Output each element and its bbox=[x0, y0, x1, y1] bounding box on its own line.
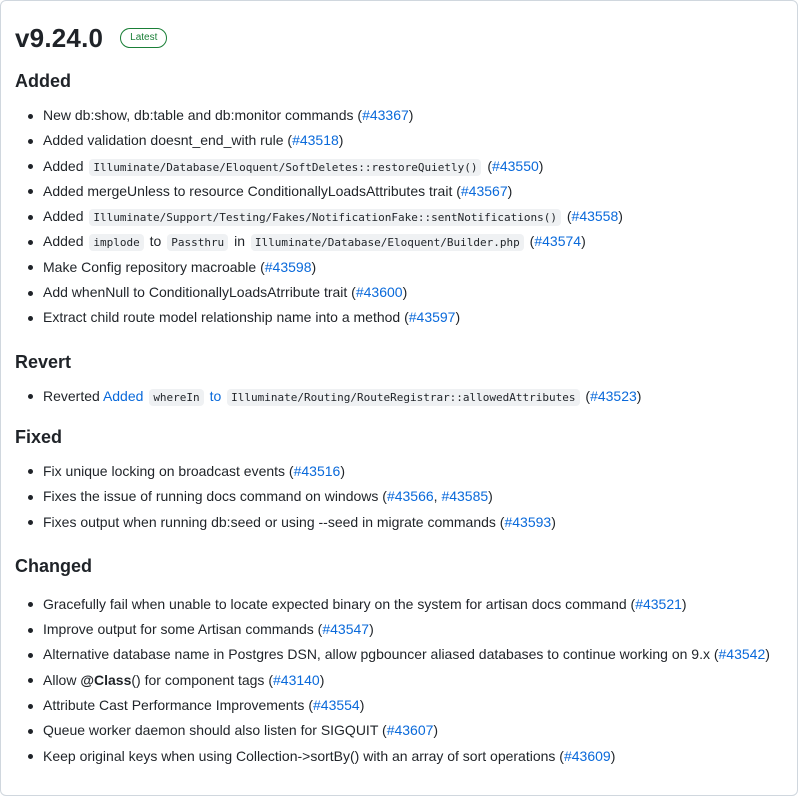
section-heading-added: Added bbox=[15, 71, 71, 91]
list-item: Added Illuminate/Database/Eloquent/SoftDeletes::restoreQuietly() (#43550) bbox=[15, 154, 785, 179]
fixed-list bbox=[15, 459, 785, 535]
list-item: Make Config repository macroable (#43598) bbox=[15, 255, 785, 280]
revert-list bbox=[15, 384, 785, 409]
pr-link[interactable]: #43518 bbox=[292, 132, 339, 149]
list-item: Added Illuminate/Support/Testing/Fakes/NotificationFake::sentNotifications() (#43558) bbox=[15, 204, 785, 229]
section-heading-changed: Changed bbox=[15, 555, 93, 576]
list-item: Added implode to Passthru in Illuminate/Database/Eloquent/Builder.php (#43574) bbox=[15, 229, 785, 254]
reverted-link[interactable]: Added bbox=[102, 387, 144, 404]
list-item: Allow @Class() for component tags (#43140) bbox=[15, 668, 785, 693]
list-item: Reverted Added whereIn to Illuminate/Routing/RouteRegistrar::allowedAttributes (#43523) bbox=[15, 384, 785, 409]
pr-link[interactable]: #43574 bbox=[534, 233, 582, 250]
list-item: Added mergeUnless to resource ConditionallyLoadsAttributes trait (#43567) bbox=[15, 179, 785, 204]
pr-link[interactable]: #43607 bbox=[386, 722, 434, 739]
release-header bbox=[15, 20, 785, 56]
release-notes bbox=[15, 20, 785, 769]
inline-code: Illuminate/Database/Eloquent/SoftDeletes::restoreQuietly() bbox=[89, 159, 481, 176]
inline-code: whereIn bbox=[149, 389, 203, 406]
list-item: Fixes the issue of running docs command on windows (#43566, #43585) bbox=[15, 484, 785, 509]
list-item: Gracefully fail when unable to locate expected binary on the system for artisan docs command (#43521) bbox=[15, 592, 785, 617]
list-item: Alternative database name in Postgres DSN, allow pgbouncer aliased databases to continue working on 9.x (#43542) bbox=[15, 642, 785, 667]
pr-link[interactable]: #43566 bbox=[386, 488, 434, 505]
pr-link[interactable]: #43521 bbox=[635, 595, 682, 612]
pr-link[interactable]: #43550 bbox=[492, 157, 539, 174]
pr-link[interactable]: #43547 bbox=[322, 621, 370, 638]
list-item: Fixes output when running db:seed or using --seed in migrate commands (#43593) bbox=[15, 510, 785, 535]
pr-link[interactable]: #43585 bbox=[441, 488, 489, 505]
changed-list bbox=[15, 592, 785, 769]
pr-link[interactable]: #43542 bbox=[718, 646, 766, 663]
list-item: Extract child route model relationship name into a method (#43597) bbox=[15, 305, 785, 330]
inline-code: Illuminate/Database/Eloquent/Builder.php bbox=[251, 234, 524, 251]
pr-link[interactable]: #43523 bbox=[590, 387, 637, 404]
list-item: Improve output for some Artisan commands (#43547) bbox=[15, 617, 785, 642]
list-item: Attribute Cast Performance Improvements (#43554) bbox=[15, 693, 785, 718]
pr-link[interactable]: #43516 bbox=[293, 462, 341, 479]
list-item: Fix unique locking on broadcast events (#43516) bbox=[15, 459, 785, 484]
inline-code: Passthru bbox=[167, 234, 228, 251]
pr-link[interactable]: #43367 bbox=[362, 107, 409, 123]
list-item: Added validation doesnt_end_with rule (#43518) bbox=[15, 128, 785, 153]
list-item: Add whenNull to ConditionallyLoadsAtrribute trait (#43600) bbox=[15, 280, 785, 305]
pr-link[interactable]: #43593 bbox=[504, 513, 552, 530]
added-list bbox=[15, 103, 785, 331]
inline-code: implode bbox=[89, 234, 143, 251]
list-item: Keep original keys when using Collection->sortBy() with an array of sort operations (#43609) bbox=[15, 744, 785, 769]
bold-mention: @Class bbox=[80, 671, 132, 688]
pr-link[interactable]: #43598 bbox=[264, 258, 312, 275]
inline-code: Illuminate/Support/Testing/Fakes/NotificationFake::sentNotifications() bbox=[89, 209, 561, 226]
release-version: v9.24.0 bbox=[15, 22, 104, 53]
section-heading-fixed: Fixed bbox=[15, 426, 63, 447]
pr-link[interactable]: #43567 bbox=[460, 182, 508, 199]
pr-link[interactable]: #43597 bbox=[408, 309, 456, 326]
list-item: Queue worker daemon should also listen for SIGQUIT (#43607) bbox=[15, 718, 785, 743]
pr-link[interactable]: #43600 bbox=[355, 284, 403, 301]
pr-link[interactable]: #43554 bbox=[313, 697, 360, 714]
list-item: New db:show, db:table and db:monitor commands (#43367) bbox=[15, 103, 785, 128]
section-heading-revert: Revert bbox=[15, 351, 72, 372]
pr-link[interactable]: #43558 bbox=[571, 208, 619, 225]
pr-link[interactable]: #43140 bbox=[273, 671, 320, 688]
pr-link[interactable]: #43609 bbox=[563, 747, 611, 764]
inline-code: Illuminate/Routing/RouteRegistrar::allowedAttributes bbox=[227, 389, 579, 406]
latest-badge: Latest bbox=[120, 28, 167, 48]
